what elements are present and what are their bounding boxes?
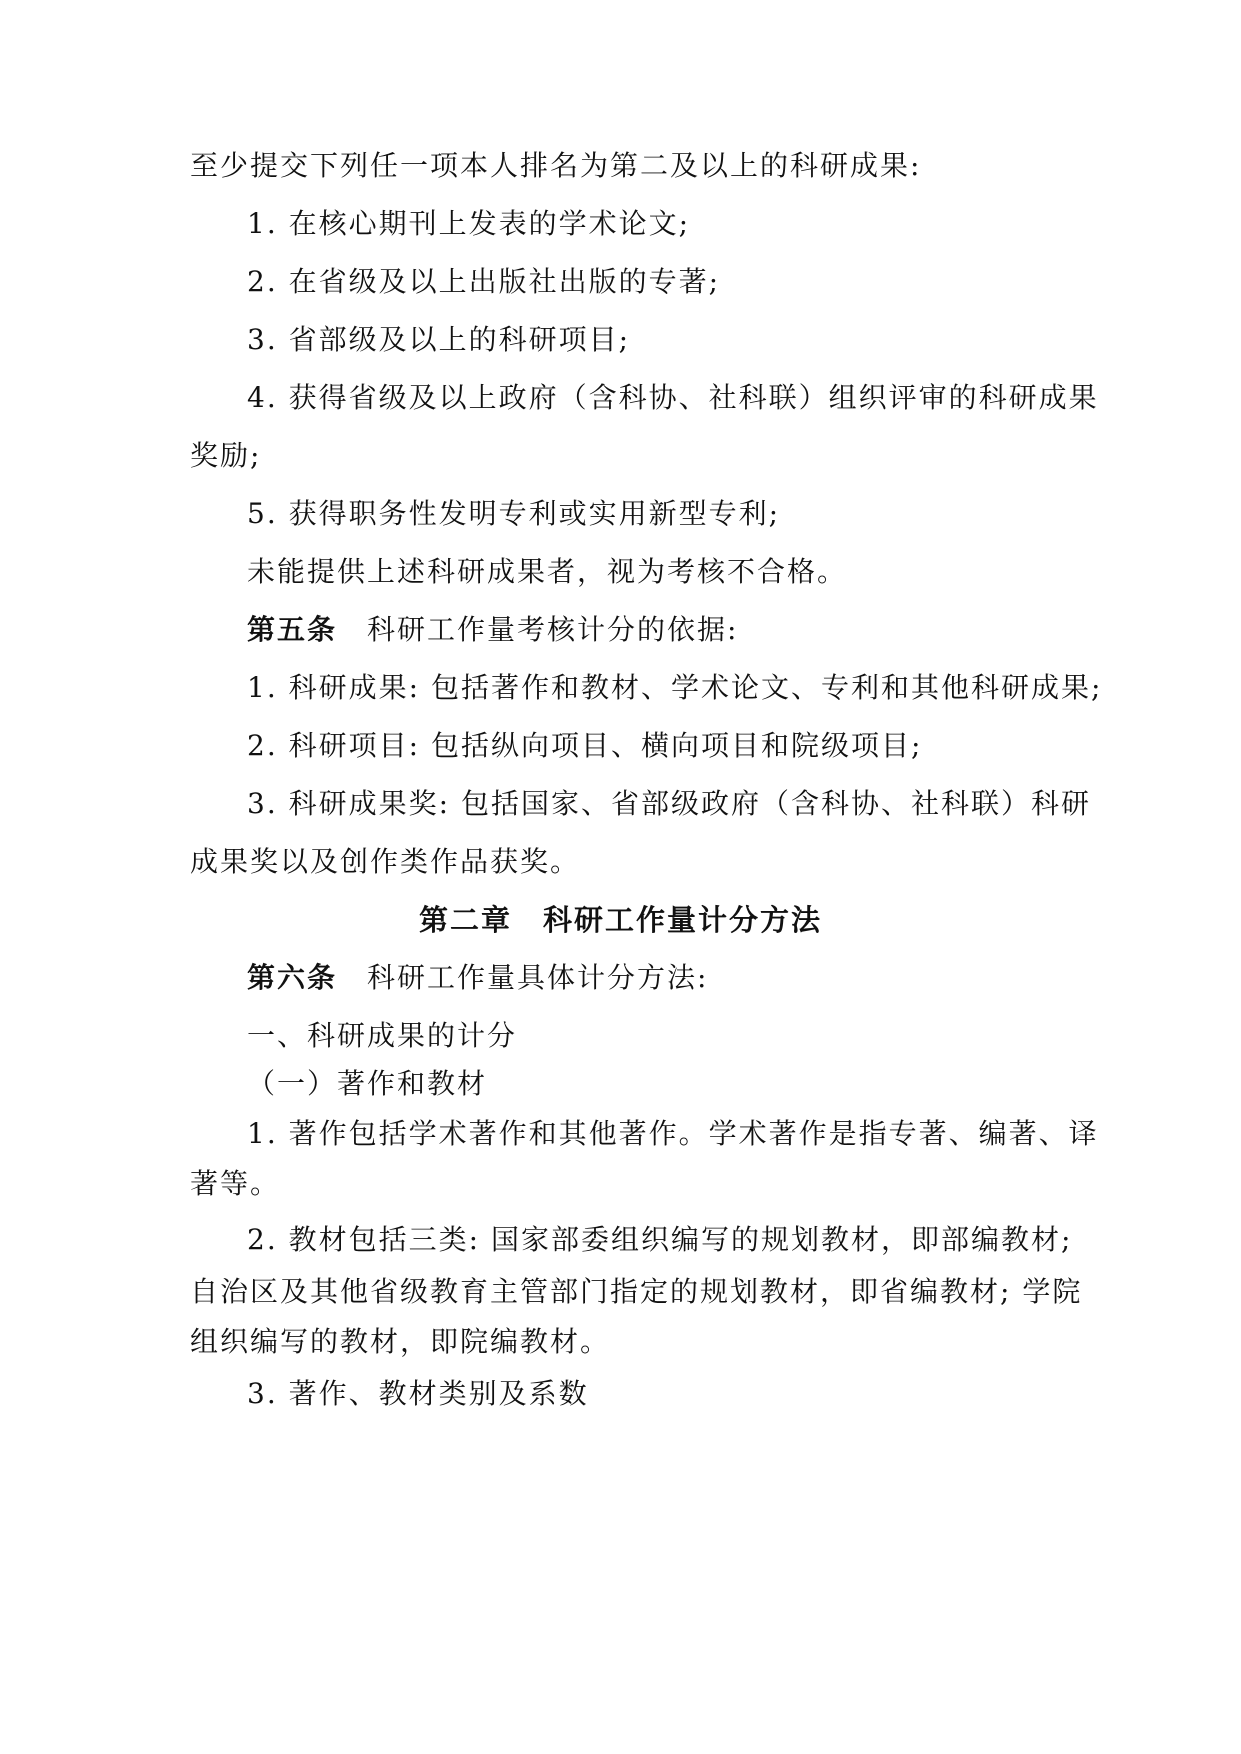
article-label: 第六条 xyxy=(247,961,338,994)
list-item-continuation: 成果奖以及创作类作品获奖。 xyxy=(190,845,581,878)
list-item: 2. 科研项目: 包括纵向项目、横向项目和院级项目; xyxy=(247,729,923,762)
section-heading: 一、科研成果的计分 xyxy=(247,1019,518,1052)
list-item: 2. 教材包括三类: 国家部委组织编写的规划教材，即部编教材; xyxy=(247,1223,1073,1256)
list-item: 2. 在省级及以上出版社出版的专著; xyxy=(247,265,721,298)
list-item: 1. 科研成果: 包括著作和教材、学术论文、专利和其他科研成果; xyxy=(247,671,1103,704)
list-item: 3. 省部级及以上的科研项目; xyxy=(247,323,631,356)
chapter-heading: 第二章 科研工作量计分方法 xyxy=(418,903,822,937)
paragraph-line: 未能提供上述科研成果者，视为考核不合格。 xyxy=(247,555,848,588)
list-item: 1. 著作包括学术著作和其他著作。学术著作是指专著、编著、译 xyxy=(247,1117,1099,1150)
list-item: 1. 在核心期刊上发表的学术论文; xyxy=(247,207,691,240)
article-label: 第五条 xyxy=(247,613,338,646)
article-5 xyxy=(247,612,738,648)
list-item-continuation: 著等。 xyxy=(190,1167,281,1200)
paragraph-line: 至少提交下列任一项本人排名为第二及以上的科研成果: xyxy=(190,149,922,182)
list-item: 5. 获得职务性发明专利或实用新型专利; xyxy=(247,497,781,530)
list-item-continuation: 自治区及其他省级教育主管部门指定的规划教材，即省编教材; 学院 xyxy=(190,1275,1083,1308)
list-item-continuation: 组织编写的教材，即院编教材。 xyxy=(190,1325,611,1358)
list-item: 3. 著作、教材类别及系数 xyxy=(247,1377,589,1410)
article-text: 科研工作量考核计分的依据: xyxy=(367,613,739,646)
list-item: 4. 获得省级及以上政府（含科协、社科联）组织评审的科研成果 xyxy=(247,381,1099,414)
list-item: 3. 科研成果奖: 包括国家、省部级政府（含科协、社科联）科研 xyxy=(247,787,1091,820)
subsection-heading: （一）著作和教材 xyxy=(247,1067,488,1100)
list-item-continuation: 奖励; xyxy=(190,439,262,472)
article-6 xyxy=(247,960,708,996)
article-text: 科研工作量具体计分方法: xyxy=(367,961,709,994)
